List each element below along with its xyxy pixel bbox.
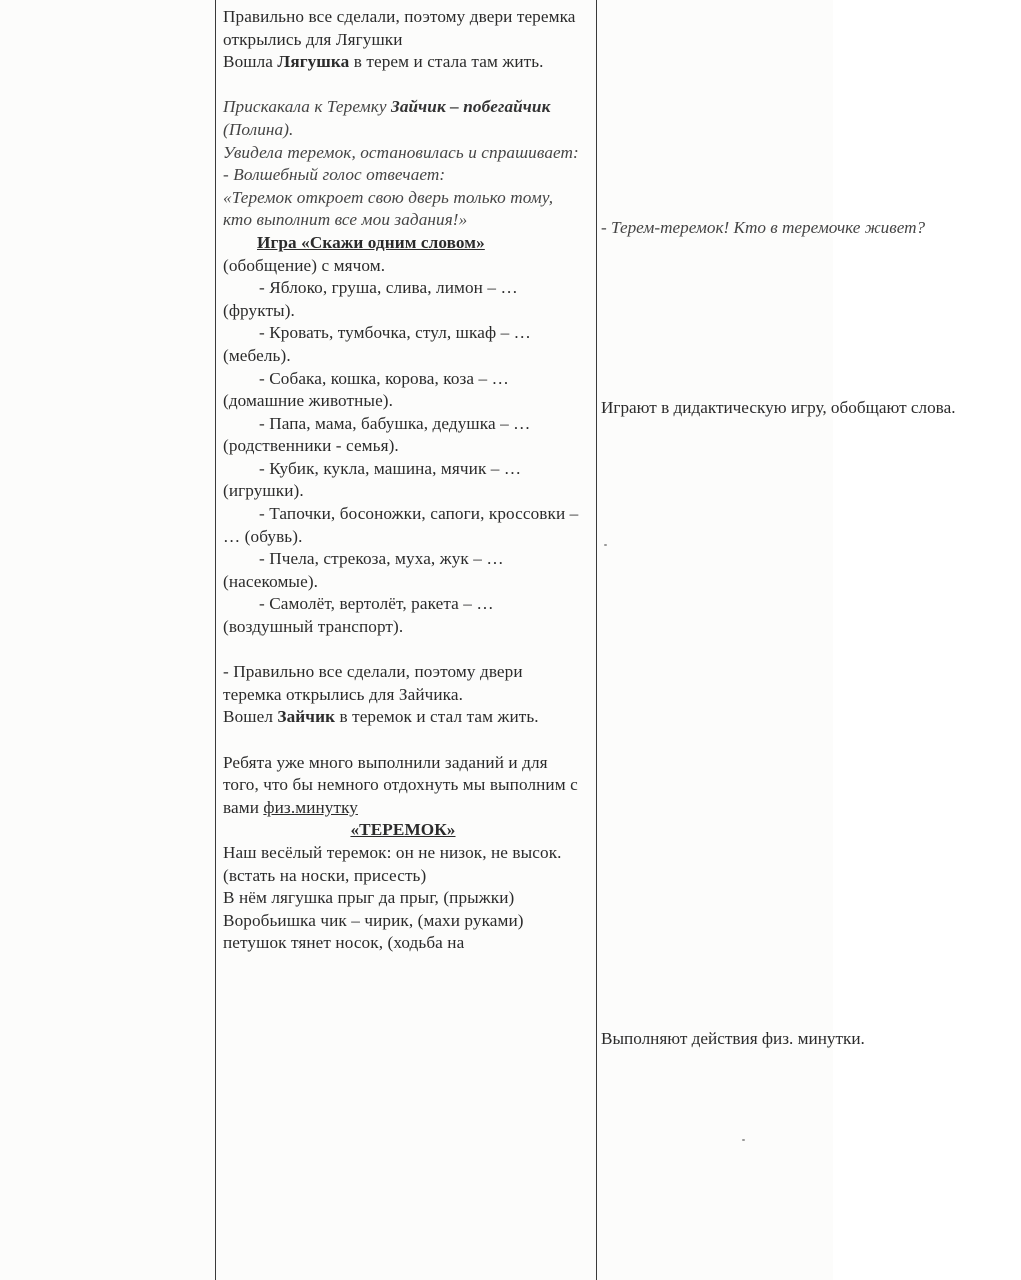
- hare-entered-text: Вошел Зайчик в теремок и стал там жить.: [223, 707, 539, 727]
- scan-speck: [604, 544, 607, 546]
- poem-line: петушок тянет носок, (ходьба на: [223, 933, 465, 953]
- game-item: - Самолёт, вертолёт, ракета – … (воздушный транспорт).: [223, 594, 494, 637]
- game-item: - Папа, мама, бабушка, дедушка – … (родственники - семья).: [223, 413, 531, 456]
- children-didactic-game: Играют в дидактическую игру, обобщают слова.: [601, 398, 956, 417]
- children-physminute-action: Выполняют действия физ. минутки.: [601, 1029, 865, 1048]
- frog-entered-text: Вошла Лягушка в терем и стала там жить.: [223, 52, 544, 72]
- hare-done-text: - Правильно все сделали, поэтому двери теремка открылись для Зайчика.: [223, 662, 523, 704]
- table-border-middle: [596, 0, 597, 1280]
- game-item: - Собака, кошка, корова, коза – … (домашние животные).: [223, 368, 509, 411]
- magic-quote-text: «Теремок откроет свою дверь только тому, кто выполнит все мои задания!»: [223, 187, 554, 230]
- rest-intro-text: Ребята уже много выполнили заданий и для того, что бы немного отдохнуть мы выполним с вами физ.минутку: [223, 752, 578, 817]
- scan-speck: [742, 1139, 745, 1141]
- hare-saw-text: Увидела теремок, остановилась и спрашивает:: [223, 142, 579, 162]
- game-item: - Кубик, кукла, машина, мячик – … (игрушки).: [223, 458, 522, 501]
- poem-line: Воробьишка чик – чирик, (махи руками): [223, 910, 524, 930]
- hare-arrived-text: Прискакала к Теремку Зайчик – побегайчик (Полина).: [223, 97, 551, 139]
- game-item: - Яблоко, груша, слива, лимон – … (фрукты).: [223, 278, 518, 320]
- table-border-left: [215, 0, 216, 1280]
- children-question: - Терем-теремок! Кто в теремочке живет?: [601, 218, 926, 237]
- magic-voice-text: - Волшебный голос отвечает:: [223, 165, 446, 185]
- poem-line: В нём лягушка прыг да прыг, (прыжки): [223, 888, 515, 908]
- frog-done-text: Правильно все сделали, поэтому двери теремка открылись для Лягушки: [223, 7, 576, 49]
- physminute-title: «ТЕРЕМОК»: [350, 820, 456, 840]
- game-subtitle: (обобщение) с мячом.: [223, 255, 386, 275]
- game-item: - Тапочки, босоножки, сапоги, кроссовки – … (обувь).: [223, 504, 579, 546]
- teacher-activity-column: [223, 6, 583, 955]
- poem-line: Наш весёлый теремок: он не низок, не высок. (встать на носки, присесть): [223, 842, 562, 885]
- game-title: Игра «Скажи одним словом»: [257, 232, 485, 252]
- game-item: - Пчела, стрекоза, муха, жук – … (насекомые).: [223, 549, 504, 591]
- game-item: - Кровать, тумбочка, стул, шкаф – … (мебель).: [223, 323, 531, 365]
